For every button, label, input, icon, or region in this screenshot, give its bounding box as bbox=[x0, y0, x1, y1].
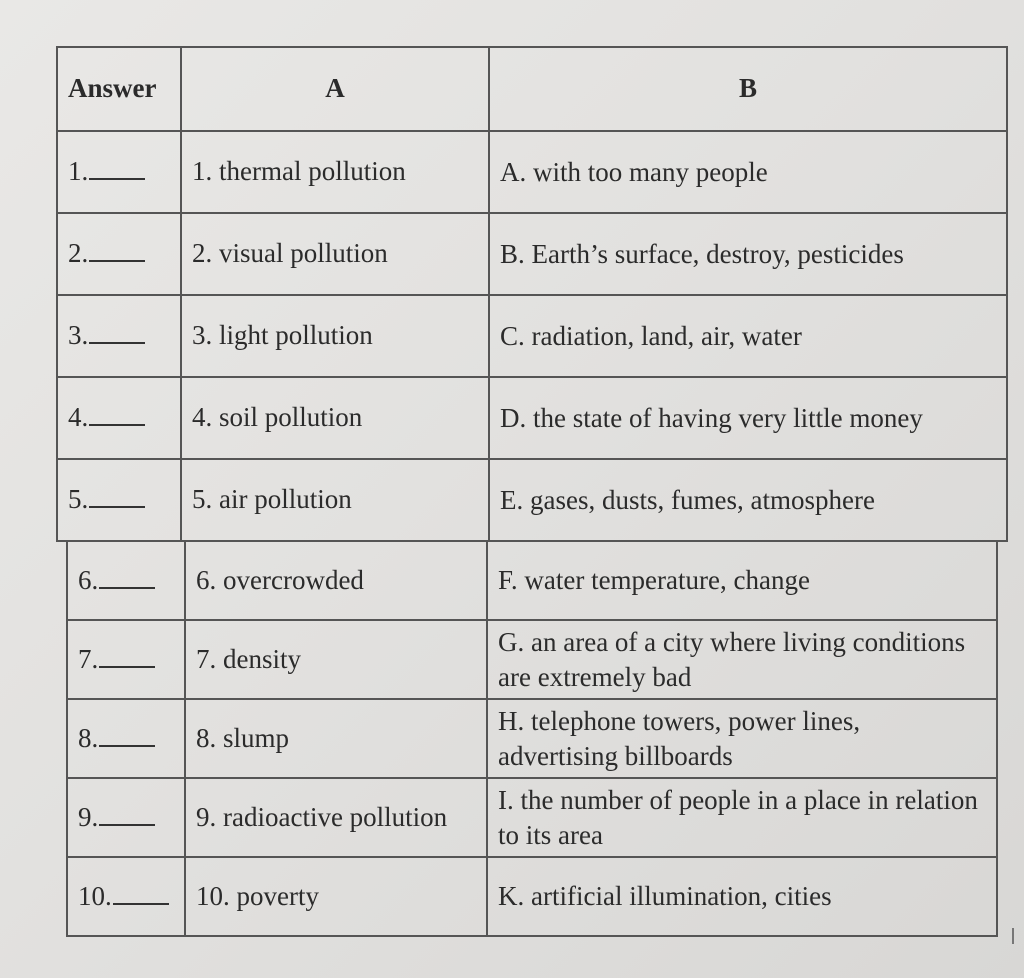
column-b-definition: I. the number of people in a place in relation to its area bbox=[487, 778, 997, 857]
column-b-definition: F. water temperature, change bbox=[487, 541, 997, 620]
column-b-definition: C. radiation, land, air, water bbox=[489, 295, 1007, 377]
column-a-term: 2. visual pollution bbox=[181, 213, 489, 295]
answer-cell[interactable] bbox=[67, 541, 185, 620]
answer-blank[interactable] bbox=[89, 259, 145, 262]
answer-number: 1. bbox=[68, 156, 89, 187]
table-header-row bbox=[57, 47, 1007, 131]
table-row bbox=[67, 620, 997, 699]
matching-table-bottom bbox=[66, 540, 998, 937]
scan-mark bbox=[1012, 928, 1014, 944]
answer-number: 7. bbox=[78, 643, 99, 674]
column-a-term: 10. poverty bbox=[185, 857, 487, 936]
column-b-definition: E. gases, dusts, fumes, atmosphere bbox=[489, 459, 1007, 541]
column-a-term: 9. radioactive pollution bbox=[185, 778, 487, 857]
answer-number: 8. bbox=[78, 722, 99, 753]
answer-blank[interactable] bbox=[89, 505, 145, 508]
answer-blank[interactable] bbox=[89, 341, 145, 344]
answer-cell[interactable] bbox=[67, 699, 185, 778]
column-a-term: 4. soil pollution bbox=[181, 377, 489, 459]
header-answer: Answer bbox=[57, 47, 181, 131]
header-column-b: B bbox=[489, 47, 1007, 131]
column-a-term: 3. light pollution bbox=[181, 295, 489, 377]
answer-number: 2. bbox=[68, 238, 89, 269]
table-row bbox=[57, 295, 1007, 377]
answer-cell[interactable] bbox=[57, 295, 181, 377]
column-b-definition: H. telephone towers, power lines, advertising billboards bbox=[487, 699, 997, 778]
answer-blank[interactable] bbox=[99, 665, 155, 668]
column-a-term: 8. slump bbox=[185, 699, 487, 778]
answer-number: 5. bbox=[68, 484, 89, 515]
table-row bbox=[67, 541, 997, 620]
answer-cell[interactable] bbox=[67, 778, 185, 857]
table-row bbox=[57, 131, 1007, 213]
answer-blank[interactable] bbox=[113, 902, 169, 905]
answer-cell[interactable] bbox=[57, 213, 181, 295]
answer-blank[interactable] bbox=[99, 586, 155, 589]
answer-cell[interactable] bbox=[57, 377, 181, 459]
answer-cell[interactable] bbox=[67, 620, 185, 699]
column-b-definition: B. Earth’s surface, destroy, pesticides bbox=[489, 213, 1007, 295]
table-row bbox=[57, 377, 1007, 459]
answer-number: 6. bbox=[78, 564, 99, 595]
answer-cell[interactable] bbox=[67, 857, 185, 936]
column-b-definition: K. artificial illumination, cities bbox=[487, 857, 997, 936]
column-a-term: 6. overcrowded bbox=[185, 541, 487, 620]
answer-cell[interactable] bbox=[57, 131, 181, 213]
answer-number: 9. bbox=[78, 801, 99, 832]
answer-blank[interactable] bbox=[99, 744, 155, 747]
answer-blank[interactable] bbox=[89, 177, 145, 180]
matching-table-top bbox=[56, 46, 1008, 542]
column-b-definition: D. the state of having very little money bbox=[489, 377, 1007, 459]
answer-blank[interactable] bbox=[89, 423, 145, 426]
answer-blank[interactable] bbox=[99, 823, 155, 826]
table-row bbox=[67, 778, 997, 857]
table-row bbox=[57, 459, 1007, 541]
column-a-term: 5. air pollution bbox=[181, 459, 489, 541]
answer-cell[interactable] bbox=[57, 459, 181, 541]
table-row bbox=[67, 699, 997, 778]
column-b-definition: A. with too many people bbox=[489, 131, 1007, 213]
column-a-term: 1. thermal pollution bbox=[181, 131, 489, 213]
column-a-term: 7. density bbox=[185, 620, 487, 699]
table-row bbox=[67, 857, 997, 936]
answer-number: 10. bbox=[78, 880, 112, 911]
answer-number: 3. bbox=[68, 320, 89, 351]
header-column-a: A bbox=[181, 47, 489, 131]
column-b-definition: G. an area of a city where living conditions are extremely bad bbox=[487, 620, 997, 699]
answer-number: 4. bbox=[68, 402, 89, 433]
table-row bbox=[57, 213, 1007, 295]
